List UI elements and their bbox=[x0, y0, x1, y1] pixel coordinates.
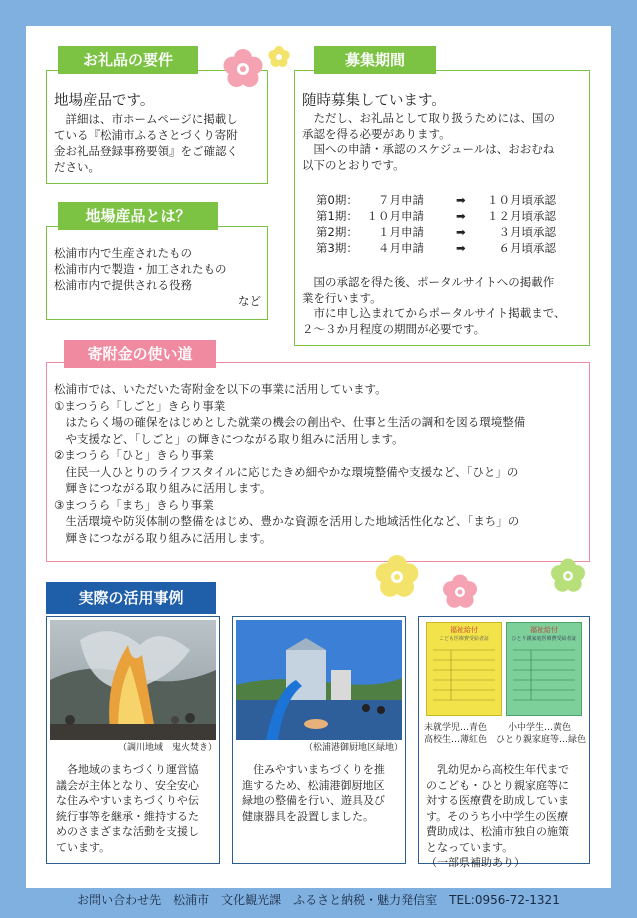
usage-lines-line: 生活環境や防災体制の整備をはじめ、豊かな資源を活用した地域活性化など、「まち」の bbox=[54, 514, 520, 528]
lp-lines-line: 松浦市内で生産されたもの bbox=[54, 246, 192, 260]
usage-lines-line: ③まつうら「まち」きらり事業 bbox=[54, 497, 214, 512]
period-b-line: ２～３か月程度の期間が必要です。 bbox=[302, 321, 486, 336]
case2-lines-line: 住みやすいまちづくりを推 bbox=[242, 763, 385, 776]
case3-lines-line: のこども・ひとり親家庭等に bbox=[426, 778, 569, 792]
case1-lines-line: めのさまざまな活動を支援し bbox=[56, 825, 199, 838]
bonfire-photo bbox=[50, 620, 216, 740]
case3-lines-line: 費助成は、松浦市独自の施策 bbox=[426, 825, 569, 838]
schedule-phase: 第2期： bbox=[316, 225, 358, 239]
period-b-line: 市に申し込まれてからポータルサイト掲載まで、 bbox=[302, 306, 566, 320]
legend-1: 未就学児…青色 bbox=[424, 723, 488, 733]
card-right-sub: ひとり親家庭医療費受給者証 bbox=[511, 636, 577, 642]
flower-pink-icon-2 bbox=[440, 572, 480, 612]
case2-caption: （松浦港御厨地区緑地） bbox=[304, 743, 404, 753]
case2-lines-line: 健康器具を設置しました。 bbox=[242, 809, 374, 823]
usage-lines-line: 松浦市では、いただいた寄附金を以下の事業に活用しています。 bbox=[54, 382, 387, 396]
local-products-label: 地場産品とは？ bbox=[58, 202, 218, 230]
period-b-line: 業を行います。 bbox=[302, 290, 382, 305]
schedule-apply: ７月申請 bbox=[378, 193, 424, 207]
usage-lines-line: ①まつうら「しごと」きらり事業 bbox=[54, 398, 226, 413]
flower-green-icon bbox=[548, 556, 588, 596]
period-lead: 随時募集しています。 bbox=[302, 93, 446, 109]
case1-lines-line: 議会が主体となり、安全安心 bbox=[56, 778, 199, 792]
certificate-card-yellow bbox=[426, 622, 502, 716]
schedule-phase: 第3期： bbox=[316, 241, 358, 255]
req-lines-line: ている『松浦市ふるさとづくり寄附 bbox=[54, 128, 238, 142]
schedule-approve: ６月頃承認 bbox=[498, 241, 556, 255]
schedule-arrow: ➡ bbox=[456, 241, 466, 255]
usage-lines-line: 輝きにつながる取り組みに活用します。 bbox=[54, 530, 272, 545]
legend-2: 小中学生…黄色 bbox=[508, 723, 572, 733]
schedule-approve: １０月頃承認 bbox=[487, 193, 556, 207]
schedule-apply: １０月申請 bbox=[366, 209, 424, 223]
usage-lines-line: 輝きにつながる取り組みに活用します。 bbox=[54, 481, 272, 495]
flower-pink-icon bbox=[220, 46, 266, 92]
playground-photo bbox=[236, 620, 402, 740]
card-left-sub: こども医療費受給者証 bbox=[438, 636, 489, 642]
schedule-apply: ４月申請 bbox=[378, 241, 424, 255]
certificate-card-green bbox=[506, 622, 582, 716]
usage-lines-line: や支援など、「しごと」の輝きにつながる取り組みに活用します。 bbox=[54, 431, 404, 446]
legend-4: ひとり親家庭等…緑色 bbox=[496, 735, 587, 745]
schedule-approve: ３月頃承認 bbox=[498, 225, 556, 239]
card-right-title: 福祉給付 bbox=[530, 626, 558, 634]
case3-lines-line: 対する医療費を助成していま bbox=[426, 794, 569, 807]
lp-lines-line: 松浦市内で製造・加工されたもの bbox=[54, 262, 227, 276]
req-lines-line: 詳細は、市ホームページに掲載し bbox=[54, 112, 238, 126]
usage-lines-line: 住民一人ひとりのライフスタイルに応じたきめ細やかな環境整備や支援など、「ひと」の bbox=[54, 464, 519, 479]
legend-3: 高校生…薄紅色 bbox=[424, 735, 488, 745]
flower-yellow-icon bbox=[266, 44, 292, 70]
case1-lines-line: な住みやすいまちづくりや伝 bbox=[56, 794, 199, 807]
period-a-line: 国への申請・承認のスケジュールは、おおむね bbox=[302, 142, 555, 156]
period-a-line: 承認を得る必要があります。 bbox=[302, 126, 451, 141]
flower-yellow-icon-2 bbox=[372, 552, 422, 602]
requirements-lead: 地場産品です。 bbox=[54, 93, 155, 109]
period-label: 募集期間 bbox=[314, 46, 436, 74]
req-lines-line: 金お礼品登録事務要領』をご確認く bbox=[54, 144, 238, 158]
case1-lines-line: 各地域のまちづくり運営協 bbox=[56, 763, 199, 776]
case2-lines-line: 進するため、松浦港御厨地区 bbox=[242, 778, 385, 792]
case3-lines-line: 乳幼児から高校生年代まで bbox=[426, 763, 569, 776]
period-a-line: ただし、お礼品として取り扱うためには、国の bbox=[302, 111, 555, 125]
req-lines-line: ださい。 bbox=[54, 160, 100, 174]
schedule-arrow: ➡ bbox=[456, 225, 466, 239]
requirements-label: お礼品の要件 bbox=[58, 46, 198, 74]
case2-lines-line: 緑地の整備を行い、遊具及び bbox=[242, 794, 385, 807]
usage-lines-line: はたらく場の確保をはじめとした就業の機会の創出や、仕事と生活の調和を図る環境整備 bbox=[54, 415, 526, 429]
period-b-line: 国の承認を得た後、ポータルサイトへの掲載作 bbox=[302, 275, 555, 289]
usage-lines-line: ②まつうら「ひと」きらり事業 bbox=[54, 448, 214, 462]
schedule-apply: １月申請 bbox=[378, 225, 424, 239]
case1-lines-line: 統行事等を継承・維持するた bbox=[56, 809, 199, 823]
usage-label: 寄附金の使い道 bbox=[64, 340, 216, 368]
contact-footer: お問い合わせ先 松浦市 文化観光課 ふるさと納税・魅力発信室 TEL:0956-72-1321 bbox=[77, 893, 560, 907]
local-products-etc: など bbox=[238, 294, 261, 308]
schedule-phase: 第0期： bbox=[316, 193, 358, 207]
case1-caption: （調川地域 鬼火焚き） bbox=[118, 743, 218, 753]
lp-lines-line: 松浦市内で提供される役務 bbox=[54, 278, 192, 292]
schedule-arrow: ➡ bbox=[456, 209, 466, 223]
card-left-title: 福祉給付 bbox=[450, 626, 478, 634]
schedule-phase: 第1期： bbox=[316, 209, 358, 223]
schedule-arrow: ➡ bbox=[456, 193, 466, 207]
case1-lines-line: ています。 bbox=[56, 840, 111, 854]
case3-lines-line: （一部県補助あり） bbox=[426, 856, 525, 869]
case3-lines-line: となっています。 bbox=[426, 840, 514, 854]
case3-lines-line: す。そのうち小中学生の医療 bbox=[426, 809, 569, 823]
period-a-line: 以下のとおりです。 bbox=[302, 157, 405, 172]
cases-label: 実際の活用事例 bbox=[46, 582, 216, 614]
schedule-approve: １２月頃承認 bbox=[487, 209, 556, 223]
